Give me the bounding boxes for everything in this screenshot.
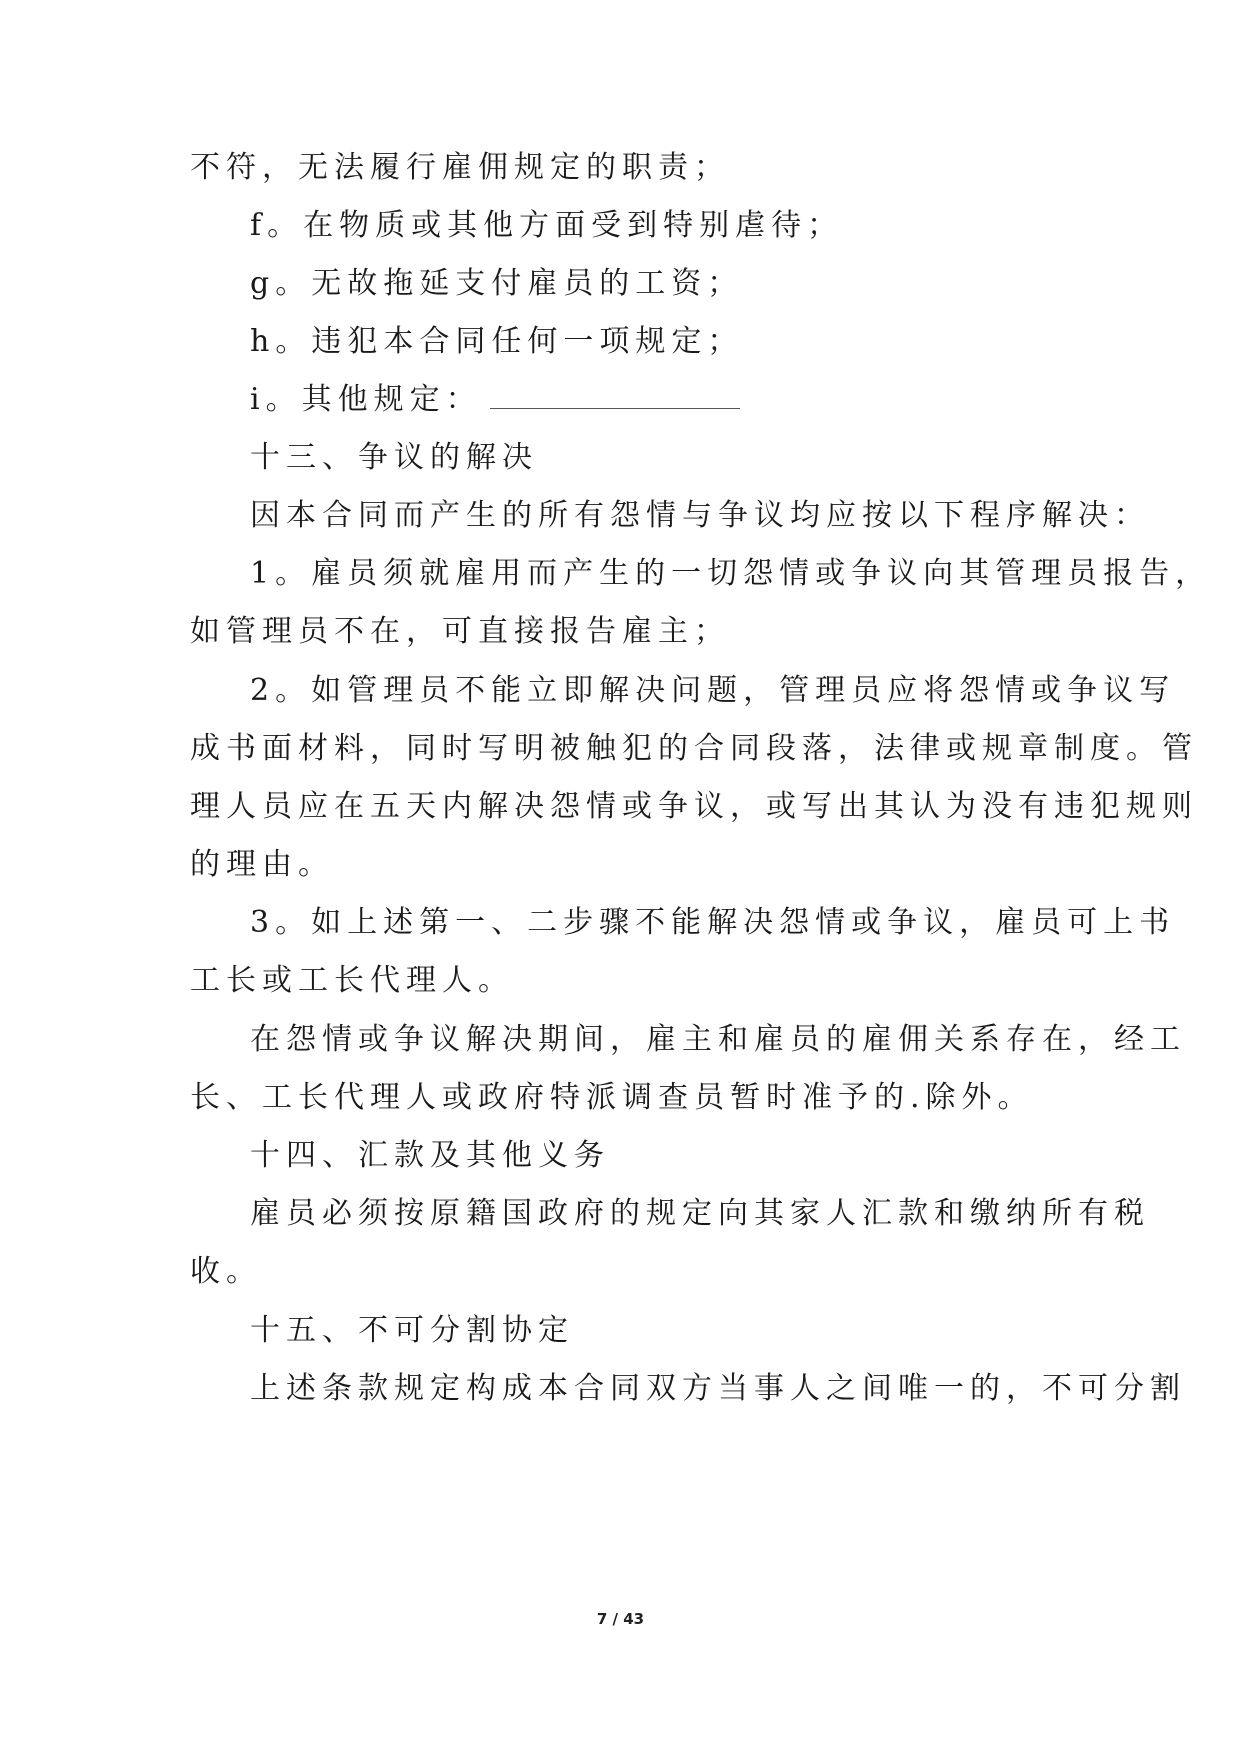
text-line: 不符，无法履行雇佣规定的职责； <box>190 150 730 185</box>
text-line: f。在物质或其他方面受到特别虐待； <box>250 208 844 243</box>
text-line: 2。如管理员不能立即解决问题，管理员应将怨情或争议写 <box>250 673 1176 708</box>
text-line: 在怨情或争议解决期间，雇主和雇员的雇佣关系存在，经工 <box>250 1022 1186 1057</box>
text-line: 雇员必须按原籍国政府的规定向其家人汇款和缴纳所有税 <box>250 1196 1150 1231</box>
text-line: g。无故拖延支付雇员的工资； <box>250 266 744 301</box>
text-line-with-blank <box>250 380 1130 420</box>
text-line: 理人员应在五天内解决怨情或争议，或写出其认为没有违犯规则 <box>190 789 1198 824</box>
text-line: 长、工长代理人或政府特派调查员暂时准予的.除外。 <box>190 1080 1034 1115</box>
section-heading: 十四、汇款及其他义务 <box>250 1138 610 1173</box>
text-line: 工长或工长代理人。 <box>190 963 514 998</box>
text-line: 上述条款规定构成本合同双方当事人之间唯一的，不可分割 <box>250 1371 1186 1406</box>
page-number: 7 / 43 <box>596 1610 645 1628</box>
fill-in-blank <box>490 382 740 409</box>
text-line: 1。雇员须就雇用而产生的一切怨情或争议向其管理员报告， <box>250 556 1212 591</box>
text-line: 收。 <box>190 1254 262 1289</box>
text-line: 如管理员不在，可直接报告雇主； <box>190 614 730 649</box>
text-line: 3。如上述第一、二步骤不能解决怨情或争议，雇员可上书 <box>250 905 1176 940</box>
blank-field-label: i。其他规定： <box>250 382 482 417</box>
text-line: 因本合同而产生的所有怨情与争议均应按以下程序解决： <box>250 498 1150 533</box>
text-line: 的理由。 <box>190 847 334 882</box>
section-heading: 十五、不可分割协定 <box>250 1313 574 1348</box>
text-line: 成书面材料，同时写明被触犯的合同段落，法律或规章制度。管 <box>190 731 1198 766</box>
section-heading: 十三、争议的解决 <box>250 440 538 475</box>
text-line: h。违犯本合同任何一项规定； <box>250 324 744 359</box>
